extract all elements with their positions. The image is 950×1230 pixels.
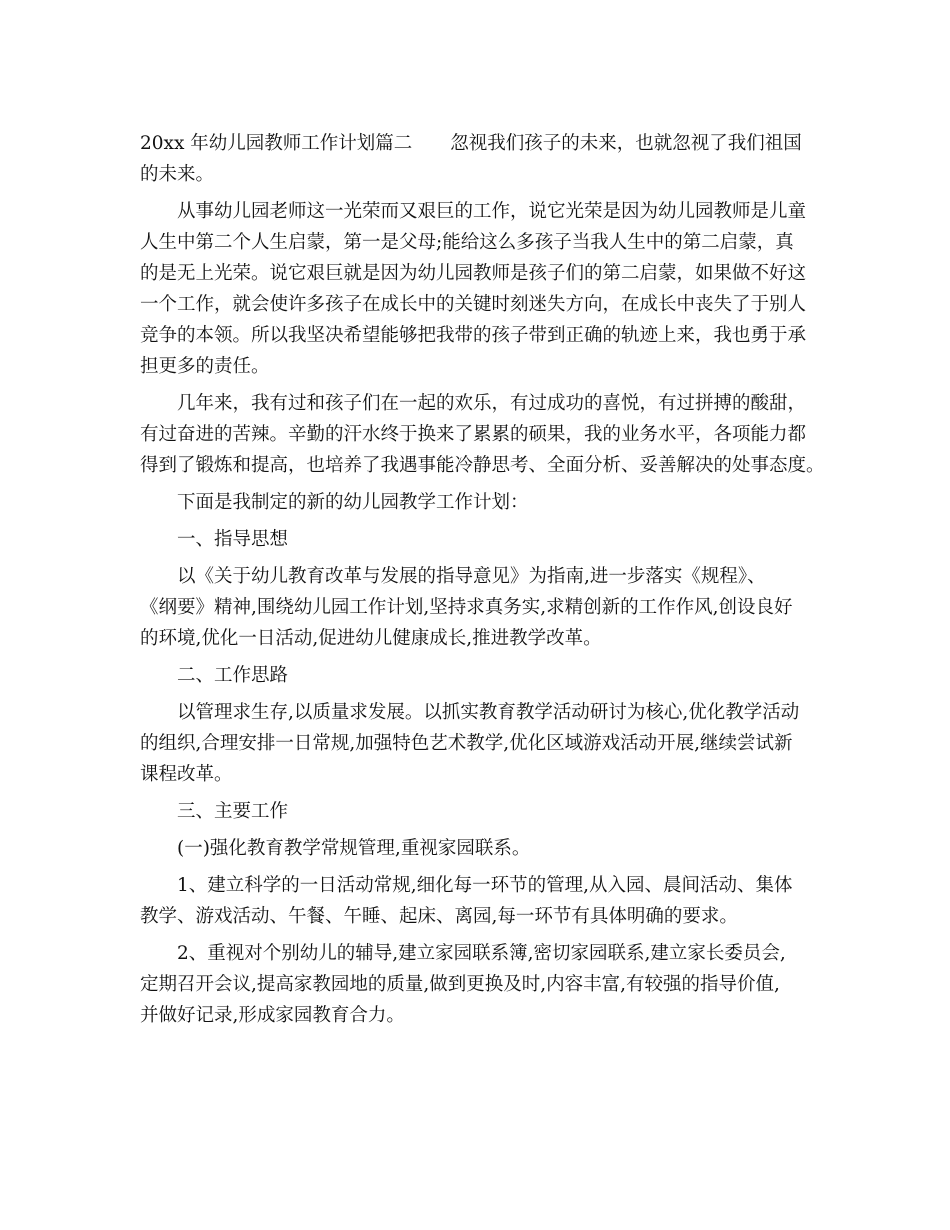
- paragraph-line: 有过奋进的苦辣。辛勤的汗水终于换来了累累的硕果，我的业务水平，各项能力都: [140, 424, 807, 445]
- paragraph-line: 定期召开会议,提高家教园地的质量,做到更换及时,内容丰富,有较强的指导价值,: [140, 974, 780, 995]
- paragraph-line: 教学、游戏活动、午餐、午睡、起床、离园,每一环节有具体明确的要求。: [140, 906, 738, 927]
- paragraph: [140, 388, 825, 481]
- paragraph-line: 并做好记录,形成家园教育合力。: [140, 1005, 405, 1026]
- document-title: 20xx 年幼儿园教师工作计划篇二: [140, 133, 413, 154]
- paragraph-line: 的组织,合理安排一日常规,加强特色艺术教学,优化区域游戏活动开展,继续尝试新: [140, 733, 793, 754]
- paragraph: [140, 833, 820, 864]
- document-page: [140, 128, 825, 1037]
- intro-line-2: 的未来。: [140, 164, 215, 185]
- paragraph-line: 以管理求生存,以质量求发展。以抓实教育教学活动研讨为核心,优化教学活动: [177, 702, 800, 723]
- paragraph-line: 竞争的本领。所以我坚决希望能够把我带的孩子带到正确的轨迹上来，我也勇于承: [140, 325, 807, 346]
- paragraph: [140, 487, 820, 518]
- paragraph-line: 担更多的责任。: [140, 356, 270, 377]
- paragraph-line: 人生中第二个人生启蒙，第一是父母;能给这么多孩子当我人生中的第二启蒙，真: [140, 232, 794, 253]
- paragraph-line: 课程改革。: [140, 764, 233, 785]
- paragraph: [140, 561, 820, 654]
- paragraph-line: 的环境,优化一日活动,促进幼儿健康成长,推进教学改革。: [140, 628, 602, 649]
- paragraph: [140, 660, 820, 691]
- paragraph: [140, 196, 820, 382]
- paragraph-line: 一、指导思想: [177, 529, 289, 550]
- paragraph-line: 一个工作，就会使许多孩子在成长中的关键时刻迷失方向，在成长中丧失了于别人: [140, 294, 807, 315]
- paragraph: [140, 870, 820, 932]
- paragraph: [140, 697, 820, 790]
- paragraph-line: 从事幼儿园老师这一光荣而又艰巨的工作，说它光荣是因为幼儿园教师是儿童: [177, 201, 807, 222]
- paragraph-line: (一)强化教育教学常规管理,重视家园联系。: [177, 838, 531, 859]
- intro-line-1: 忽视我们孩子的未来，也就忽视了我们祖国: [450, 133, 802, 154]
- document-body: [140, 196, 825, 1037]
- paragraph-line: 二、工作思路: [177, 665, 289, 686]
- paragraph-line: 1、建立科学的一日活动常规,细化每一环节的管理,从入园、晨间活动、集体: [177, 875, 793, 896]
- paragraph-line: 得到了锻炼和提高，也培养了我遇事能冷静思考、全面分析、妥善解决的处事态度。: [140, 455, 825, 476]
- paragraph-line: 以《关于幼儿教育改革与发展的指导意见》为指南,进一步落实《规程》、: [177, 566, 766, 587]
- title-line: [140, 128, 820, 159]
- paragraph: [140, 938, 820, 1031]
- paragraph-line: 的是无上光荣。说它艰巨就是因为幼儿园教师是孩子们的第二启蒙，如果做不好这: [140, 263, 807, 284]
- paragraph-line: 几年来，我有过和孩子们在一起的欢乐，有过成功的喜悦，有过拼搏的酸甜，: [177, 393, 807, 414]
- paragraph-line: 2、重视对个别幼儿的辅导,建立家园联系簿,密切家园联系,建立家长委员会,: [177, 943, 786, 964]
- paragraph-line: 《纲要》精神,围绕幼儿园工作计划,坚持求真务实,求精创新的工作作风,创设良好: [140, 597, 793, 618]
- paragraph-line: 下面是我制定的新的幼儿园教学工作计划：: [177, 492, 529, 513]
- paragraph: [140, 524, 820, 555]
- paragraph-line: 三、主要工作: [177, 801, 289, 822]
- paragraph: [140, 796, 820, 827]
